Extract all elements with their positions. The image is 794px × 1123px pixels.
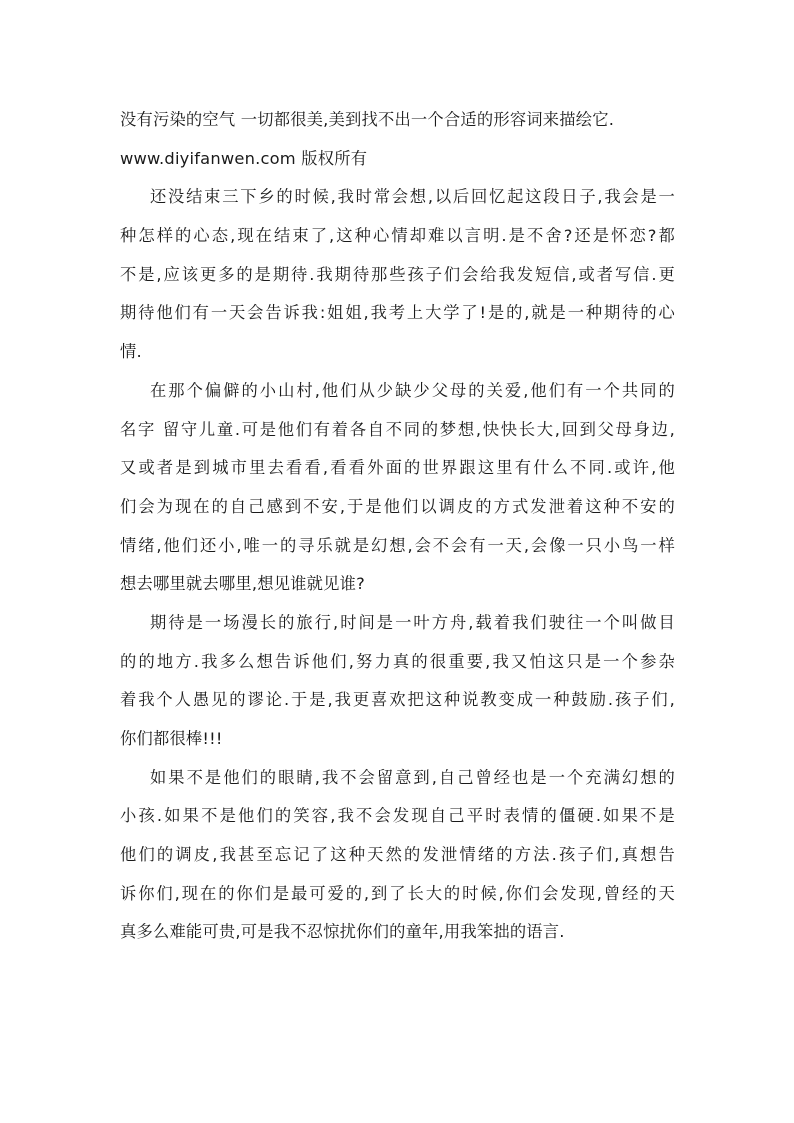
paragraph-4-line: 真多么难能可贵,可是我不忍惊扰你们的童年,用我笨拙的语言.	[120, 922, 565, 942]
paragraph-1-line: 种怎样的心态,现在结束了,这种心情却难以言明.是不舍?还是怀恋?都	[120, 226, 675, 246]
paragraph-3-line: 你们都很棒!!!	[120, 729, 223, 748]
copyright-line: www.diyifanwen.com 版权所有	[120, 148, 368, 168]
paragraph-2-line: 又或者是到城市里去看看,看看外面的世界跟这里有什么不同.或许,他	[120, 458, 675, 478]
paragraph-1-line: 不是,应该更多的是期待.我期待那些孩子们会给我发短信,或者写信.更	[120, 264, 675, 284]
paragraph-2-line: 想去哪里就去哪里,想见谁就见谁?	[120, 574, 365, 594]
paragraph-2-line: 名字 留守儿童.可是他们有着各自不同的梦想,快快长大,回到父母身边,	[120, 419, 675, 439]
document-body	[120, 101, 675, 952]
paragraph-2-line: 们会为现在的自己感到不安,于是他们以调皮的方式发泄着这种不安的	[120, 496, 675, 516]
paragraph-1-line: 期待他们有一天会告诉我:姐姐,我考上大学了!是的,就是一种期待的心	[120, 303, 675, 323]
paragraph-3-line: 期待是一场漫长的旅行,时间是一叶方舟,载着我们驶往一个叫做目	[150, 612, 675, 632]
paragraph-3-line: 的的地方.我多么想告诉他们,努力真的很重要,我又怕这只是一个参杂	[120, 651, 675, 671]
text-line: 没有污染的空气 一切都很美,美到找不出一个合适的形容词来描绘它.	[120, 110, 615, 129]
paragraph-4-line: 他们的调皮,我甚至忘记了这种天然的发泄情绪的方法.孩子们,真想告	[120, 845, 675, 865]
paragraph-2-line: 在那个偏僻的小山村,他们从少缺少父母的关爱,他们有一个共同的	[150, 380, 675, 400]
paragraph-4-line: 如果不是他们的眼睛,我不会留意到,自己曾经也是一个充满幻想的	[150, 767, 675, 787]
paragraph-4-line: 小孩.如果不是他们的笑容,我不会发现自己平时表情的僵硬.如果不是	[120, 806, 675, 826]
paragraph-2-line: 情绪,他们还小,唯一的寻乐就是幻想,会不会有一天,会像一只小鸟一样	[120, 535, 675, 555]
paragraph-4-line: 诉你们,现在的你们是最可爱的,到了长大的时候,你们会发现,曾经的天	[120, 883, 675, 903]
paragraph-3-line: 着我个人愚见的谬论.于是,我更喜欢把这种说教变成一种鼓励.孩子们,	[120, 690, 675, 710]
paragraph-1-line: 情.	[120, 342, 142, 362]
paragraph-1-line: 还没结束三下乡的时候,我时常会想,以后回忆起这段日子,我会是一	[150, 187, 675, 207]
